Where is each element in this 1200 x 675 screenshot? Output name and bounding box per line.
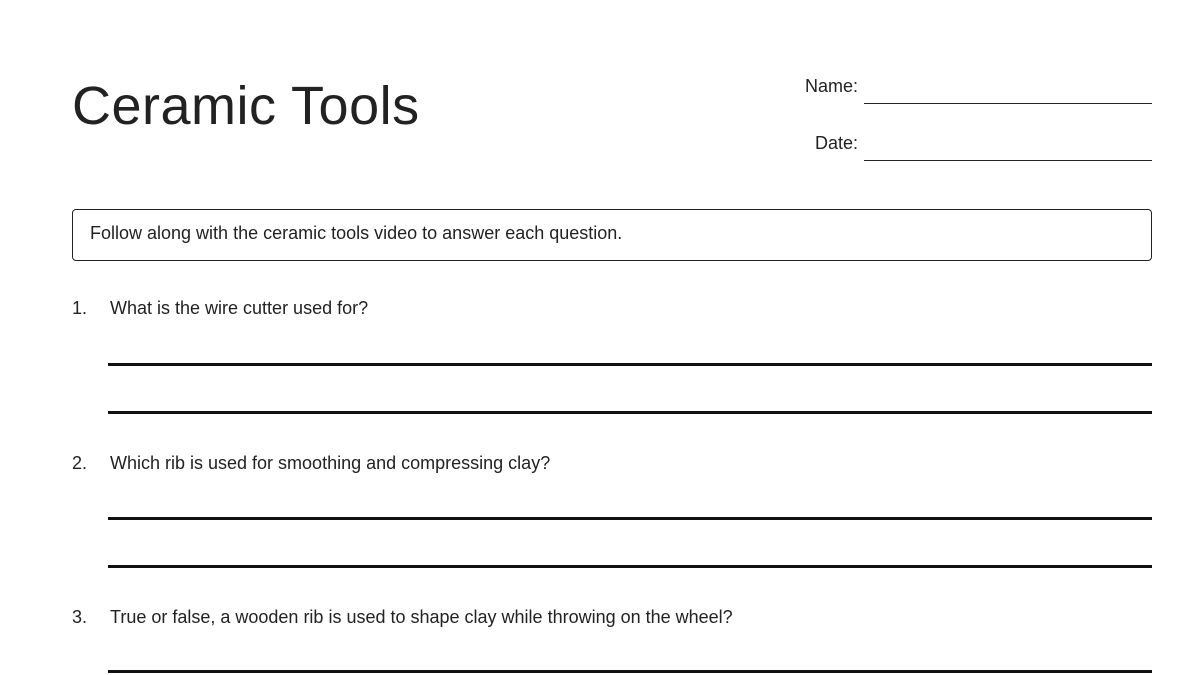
question-text: Which rib is used for smoothing and compressing clay?: [110, 453, 551, 473]
answer-line[interactable]: [108, 363, 1152, 366]
question-text: What is the wire cutter used for?: [110, 298, 369, 318]
name-blank-line[interactable]: [864, 103, 1152, 104]
question-text: True or false, a wooden rib is used to shape clay while throwing on the wheel?: [110, 607, 733, 627]
date-field: [760, 131, 1152, 161]
instructions-box: Follow along with the ceramic tools video to answer each question.: [72, 209, 1152, 261]
question-number: 3.: [72, 607, 88, 627]
date-blank-line[interactable]: [864, 160, 1152, 161]
date-label: Date:: [814, 133, 858, 153]
question-number: 1.: [72, 298, 88, 318]
answer-line[interactable]: [108, 670, 1152, 673]
page-title: Ceramic Tools: [72, 76, 420, 136]
answer-line[interactable]: [108, 565, 1152, 568]
answer-line[interactable]: [108, 517, 1152, 520]
question-number: 2.: [72, 453, 88, 473]
answer-line[interactable]: [108, 411, 1152, 414]
name-field: [760, 74, 1152, 104]
name-label: Name:: [804, 76, 858, 96]
